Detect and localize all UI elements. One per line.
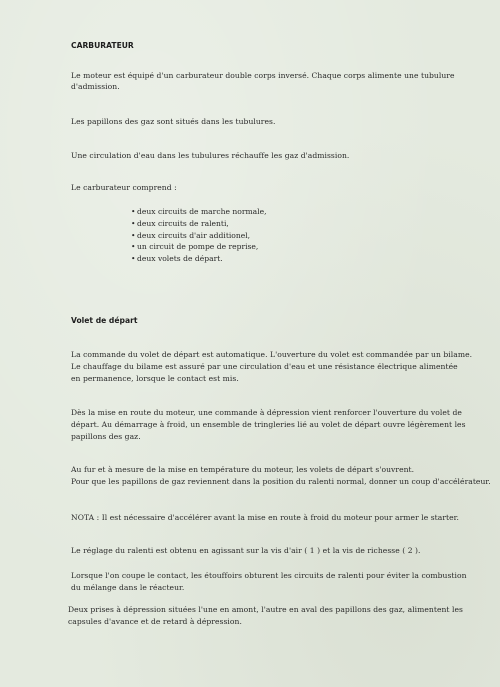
paragraph-carburateur-comprend: Le carburateur comprend : [71, 183, 177, 192]
paragraph-coupe-contact-line-1: Lorsque l'on coupe le contact, les étouffoirs obturent les circuits de ralenti pour éviter la combustion [71, 571, 467, 580]
components-list [131, 206, 267, 265]
paragraph-commande-volet-line-1: La commande du volet de départ est automatique. L'ouverture du volet est commandée par un bilame. [71, 350, 473, 359]
bullet-icon: • [131, 218, 136, 228]
paragraph-reglage-ralenti: Le réglage du ralenti est obtenu en agissant sur la vis d'air ( 1 ) et la vis de richesse ( 2 ). [71, 546, 421, 555]
paragraph-mise-en-route-line-1: Dès la mise en route du moteur, une commande à dépression vient renforcer l'ouverture du volet de [71, 408, 462, 417]
list-item: • deux circuits de ralenti, [131, 218, 229, 228]
paragraph-intro-line-1: Le moteur est équipé d'un carburateur double corps inversé. Chaque corps alimente une tubulure [71, 71, 455, 80]
section-heading-carburateur: CARBURATEUR [71, 41, 134, 50]
paragraph-prises-depression-line-2: capsules d'avance et de retard à dépression. [68, 617, 242, 626]
list-item: • deux circuits de marche normale, [131, 207, 267, 216]
bullet-icon: • [131, 242, 136, 252]
list-item: • deux circuits d'air additionel, [131, 230, 251, 240]
paragraph-commande-volet-line-3: en permanence, lorsque le contact est mis. [71, 374, 239, 383]
paragraph-temperature-line-2: Pour que les papillons de gaz reviennent dans la position du ralenti normal, donner un coup d'accélérateur. [71, 477, 491, 486]
paragraph-prises-depression-line-1: Deux prises à dépression situées l'une en amont, l'autre en aval des papillons des gaz, alimentent les [68, 605, 463, 614]
paragraph-commande-volet-line-2: Le chauffage du bilame est assuré par une circulation d'eau et une résistance électrique alimentée [71, 362, 458, 371]
paragraph-circulation-eau: Une circulation d'eau dans les tubulures réchauffe les gaz d'admission. [71, 151, 350, 160]
list-item: • un circuit de pompe de reprise, [131, 242, 259, 252]
paragraph-mise-en-route-line-2: départ. Au démarrage à froid, un ensemble de tringleries lié au volet de départ ouvre légèrement les [71, 420, 466, 429]
paragraph-coupe-contact-line-2: du mélange dans le réacteur. [71, 583, 185, 592]
paragraph-intro-line-2: d'admission. [71, 82, 120, 91]
paragraph-nota: NOTA : Il est nécessaire d'accélérer avant la mise en route à froid du moteur pour armer le starter. [71, 513, 459, 522]
paragraph-papillons: Les papillons des gaz sont situés dans les tubulures. [71, 117, 276, 126]
paragraph-temperature-line-1: Au fur et à mesure de la mise en température du moteur, les volets de départ s'ouvrent. [71, 465, 415, 474]
bullet-icon: • [131, 254, 136, 264]
bullet-icon: • [131, 207, 136, 216]
list-item: • deux volets de départ. [131, 254, 223, 264]
section-heading-volet-depart: Volet de départ [71, 316, 138, 325]
paragraph-mise-en-route-line-3: papillons des gaz. [71, 432, 141, 441]
bullet-icon: • [131, 230, 136, 240]
